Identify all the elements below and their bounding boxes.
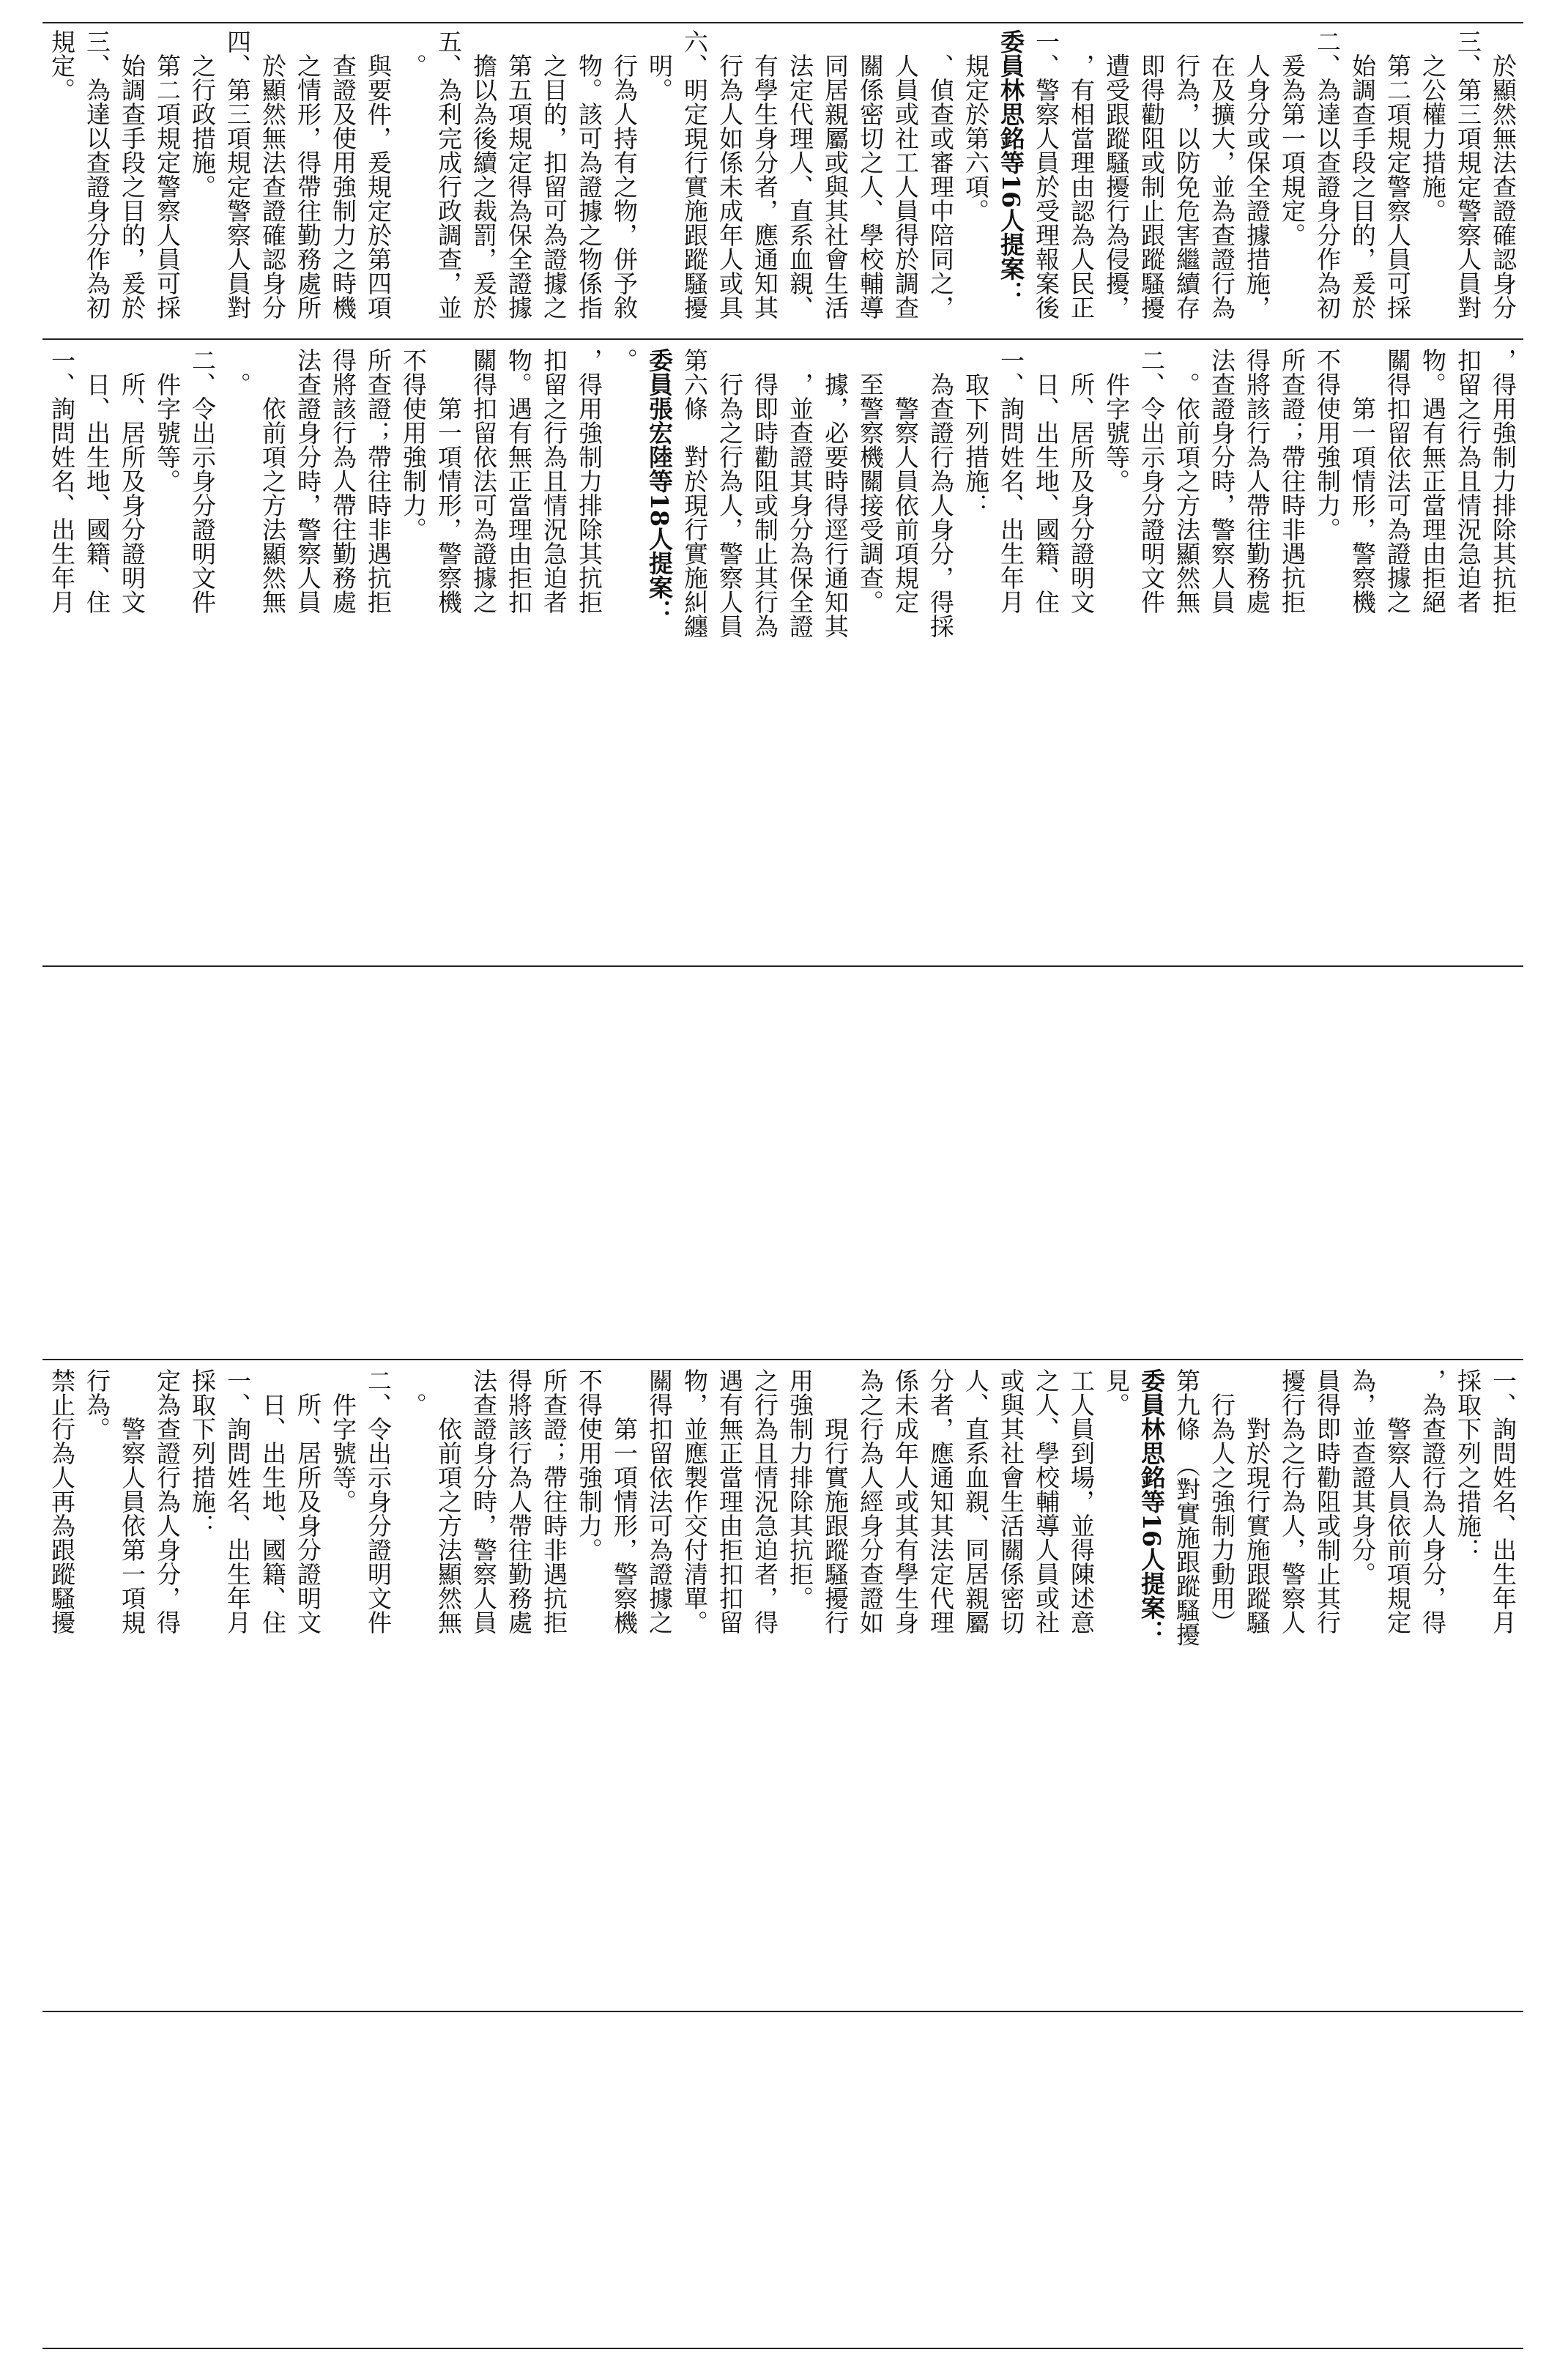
text-column: 採取下列措施：	[188, 1368, 217, 1538]
text-column: 依前項之方法顯然無	[259, 348, 287, 614]
text-column: 法查證身分時，警察人員	[294, 348, 322, 614]
text-column: 之人、學校輔導人員或社	[1032, 1368, 1060, 1634]
text-column: 行為。	[83, 1368, 111, 1441]
text-column: 第二項規定警察人員可採	[1383, 29, 1412, 319]
text-column: 件字號等。	[329, 1368, 357, 1513]
text-column: 為查證行為人身分，得採	[926, 348, 955, 638]
text-column: 三、第三項規定警察人員對	[1454, 29, 1482, 319]
bottom-rule	[42, 2348, 1523, 2349]
text-column: 同居親屬或與其社會生活	[821, 29, 850, 319]
text-column: 人身分或保全證據措施，	[1243, 29, 1271, 319]
text-column: 所、居所及身分證明文	[294, 1368, 322, 1634]
text-column: 採取下列之措施：	[1454, 1368, 1482, 1562]
text-column: 行為之行為人，警察人員	[716, 348, 744, 638]
text-column: 之行為且情況急迫者，得	[751, 1368, 779, 1634]
text-column: 一、詢問姓名、出生年月	[48, 348, 76, 614]
top-rule	[42, 22, 1523, 23]
text-panel-lower-left	[42, 1368, 1523, 1998]
text-column: 為之行為人經身分查證如	[856, 1368, 885, 1634]
text-column: 遭受跟蹤騷擾行為侵擾，	[1102, 29, 1131, 319]
text-column: 規定於第六項。	[962, 29, 990, 223]
text-column: 所、居所及身分證明文	[118, 348, 146, 614]
text-column: 至警察機關接受調查。	[856, 348, 885, 614]
text-column: 法查證身分時，警察人員	[1208, 348, 1236, 614]
text-column: 之情形，得帶往勤務處所	[294, 29, 322, 319]
text-column: 一、詢問姓名、出生年月	[1489, 1368, 1517, 1634]
text-column: 二、令出示身分證明文件	[364, 1368, 393, 1634]
proposal-heading: 委員林思銘等16人提案：	[1137, 1368, 1166, 1644]
text-column: 法定代理人、直系血親、	[786, 29, 814, 319]
text-column: 第一項情形，警察機	[1348, 348, 1377, 614]
text-column: 一、詢問姓名、出生年月	[997, 348, 1025, 614]
text-column: 三、為達以查證身分作為初	[83, 29, 111, 319]
text-column: 係未成年人或其有學生身	[891, 1368, 920, 1634]
text-column: 員得即時勸阻或制止其行	[1313, 1368, 1342, 1634]
text-column: 關得扣留依法可為證據之	[469, 348, 498, 614]
text-column: 第一項情形，警察機	[434, 348, 463, 614]
text-column: 關係密切之人、學校輔導	[856, 29, 885, 319]
text-column: 第五項規定得為保全證據	[505, 29, 533, 319]
text-column: 警察人員依前項規定	[891, 348, 920, 614]
text-column: 二、令出示身分證明文件	[188, 348, 217, 614]
text-column: 依前項之方法顯然無	[434, 1368, 463, 1634]
text-column: 於顯然無法查證確認身分	[1489, 29, 1517, 319]
text-column: 第一項情形，警察機	[610, 1368, 639, 1634]
text-column: 人員或社工人員得於調查	[891, 29, 920, 319]
text-column: 一、警察人員於受理報案後	[1032, 29, 1060, 319]
text-column: 物。遇有無正當理由拒扣	[505, 348, 533, 614]
text-column: 定為查證行為人身分，得	[153, 1368, 182, 1634]
text-column: 四、第三項規定警察人員對	[223, 29, 252, 319]
text-column: 人、直系血親、同居親屬	[962, 1368, 990, 1634]
text-column: 行為，以防免危害繼續存	[1173, 29, 1201, 319]
text-column: 之目的，扣留可為證據之	[540, 29, 568, 319]
text-column: 始調查手段之目的，爰於	[118, 29, 146, 319]
text-column: 。	[399, 1368, 428, 1417]
proposal-heading: 委員張宏陸等18人提案：	[645, 348, 674, 623]
divider-rule	[42, 338, 1523, 340]
text-column: 得將該行為人帶往勤務處	[329, 348, 357, 614]
text-column: 五、為利完成行政調查，並	[434, 29, 463, 319]
text-column: 規定。	[48, 29, 76, 102]
text-column: 日、出生地、國籍、住	[259, 1368, 287, 1634]
text-column: 或與其社會生活關係密切	[997, 1368, 1025, 1634]
text-column: 警察人員依前項規定	[1383, 1368, 1412, 1634]
text-column: 擔以為後續之裁罰，爰於	[469, 29, 498, 319]
text-column: 即得勸阻或制止跟蹤騷擾	[1137, 29, 1166, 319]
text-column: 。	[399, 29, 428, 78]
text-column: 物，並應製作交付清單。	[680, 1368, 709, 1634]
text-column: 。依前項之方法顯然無	[1173, 348, 1201, 614]
text-column: 法查證身分時，警察人員	[469, 1368, 498, 1634]
text-column: 行為人如係未成年人或具	[716, 29, 744, 319]
proposal-heading: 委員林思銘等16人提案：	[997, 29, 1025, 305]
text-column: 二、為達以查證身分作為初	[1313, 29, 1342, 319]
text-column: ，並查證其身分為保全證	[786, 348, 814, 638]
text-column: 擾行為之行為人，警察人	[1278, 1368, 1307, 1634]
text-column: ，為查證行為人身分，得	[1419, 1368, 1447, 1634]
text-column: 現行實施跟蹤騷擾行	[821, 1368, 850, 1634]
text-column: ，有相當理由認為人民正	[1067, 29, 1096, 319]
text-column: 警察人員依第一項規	[118, 1368, 146, 1634]
text-column: 第九條 （對實施跟蹤騷擾	[1173, 1368, 1201, 1647]
text-column: 二、令出示身分證明文件	[1137, 348, 1166, 614]
text-column: ，得用強制力排除其抗拒	[1489, 348, 1517, 614]
text-column: 六、明定現行實施跟蹤騷擾	[680, 29, 709, 319]
text-column: 有學生身分者，應通知其	[751, 29, 779, 319]
text-panel-lower-right	[42, 348, 1523, 949]
text-column: 據，必要時得逕行通知其	[821, 348, 850, 638]
text-column: 行為人持有之物，併予敘	[610, 29, 639, 319]
text-column: 關得扣留依法可為證據之	[1383, 348, 1412, 614]
text-column: 行為人之強制力動用）	[1208, 1368, 1236, 1634]
text-column: 日、出生地、國籍、住	[1032, 348, 1060, 614]
text-column: 不得使用強制力。	[575, 1368, 603, 1562]
text-column: 工人員到場，並得陳述意	[1067, 1368, 1096, 1634]
text-column: 於顯然無法查證確認身分	[259, 29, 287, 319]
text-column: 物。該可為證據之物係指	[575, 29, 603, 319]
divider-rule	[42, 2011, 1523, 2012]
text-column: 見。	[1102, 1368, 1131, 1417]
text-column: 、偵查或審理中陪同之，	[926, 29, 955, 319]
text-column: 扣留之行為且情況急迫者	[540, 348, 568, 614]
text-column: 得將該行為人帶往勤務處	[1243, 348, 1271, 614]
text-column: 對於現行實施跟蹤騷	[1243, 1368, 1271, 1634]
text-column: 明。	[645, 29, 674, 102]
text-column: 分者，應通知其法定代理	[926, 1368, 955, 1634]
text-column: 用強制力排除其抗拒。	[786, 1368, 814, 1610]
divider-rule	[42, 1359, 1523, 1360]
text-column: 始調查手段之目的，爰於	[1348, 29, 1377, 319]
text-column: 得將該行為人帶往勤務處	[505, 1368, 533, 1634]
text-column: 之公權力措施。	[1419, 29, 1447, 223]
text-column: 不得使用強制力。	[1313, 348, 1342, 541]
text-column: ，得用強制力排除其抗拒	[575, 348, 603, 614]
text-column: 查證及使用強制力之時機	[329, 29, 357, 319]
text-column: 件字號等。	[1102, 348, 1131, 493]
text-column: 所、居所及身分證明文	[1067, 348, 1096, 614]
text-column: 關得扣留依法可為證據之	[645, 1368, 674, 1634]
text-column: 取下列措施：	[962, 348, 990, 517]
text-column: 爰為第一項規定。	[1278, 29, 1307, 247]
text-column: 物。遇有無正當理由拒絕	[1419, 348, 1447, 614]
text-column: 與要件，爰規定於第四項	[364, 29, 393, 319]
text-column: 所查證；帶往時非遇抗拒	[540, 1368, 568, 1634]
divider-rule	[42, 965, 1523, 967]
text-column: 所查證；帶往時非遇抗拒	[364, 348, 393, 614]
text-column: 第六條 對於現行實施糾纏	[680, 348, 709, 638]
text-column: 日、出生地、國籍、住	[83, 348, 111, 614]
text-column: 在及擴大，並為查證行為	[1208, 29, 1236, 319]
text-column: 為，並查證其身分。	[1348, 1368, 1377, 1586]
text-column: 禁止行為人再為跟蹤騷擾	[48, 1368, 76, 1634]
text-column: 一、詢問姓名、出生年月	[223, 1368, 252, 1634]
text-column: 得即時勸阻或制止其行為	[751, 348, 779, 638]
text-column: 。	[223, 348, 252, 396]
text-column: 之行政措施。	[188, 29, 217, 199]
text-panel-upper-right	[42, 29, 1523, 333]
text-column: 件字號等。	[153, 348, 182, 493]
text-column: 扣留之行為且情況急迫者	[1454, 348, 1482, 614]
text-column: 不得使用強制力。	[399, 348, 428, 541]
text-column: 第二項規定警察人員可採	[153, 29, 182, 319]
text-column: 所查證；帶往時非遇抗拒	[1278, 348, 1307, 614]
text-column: 。	[610, 348, 639, 372]
text-column: 遇有無正當理由拒扣扣留	[716, 1368, 744, 1634]
